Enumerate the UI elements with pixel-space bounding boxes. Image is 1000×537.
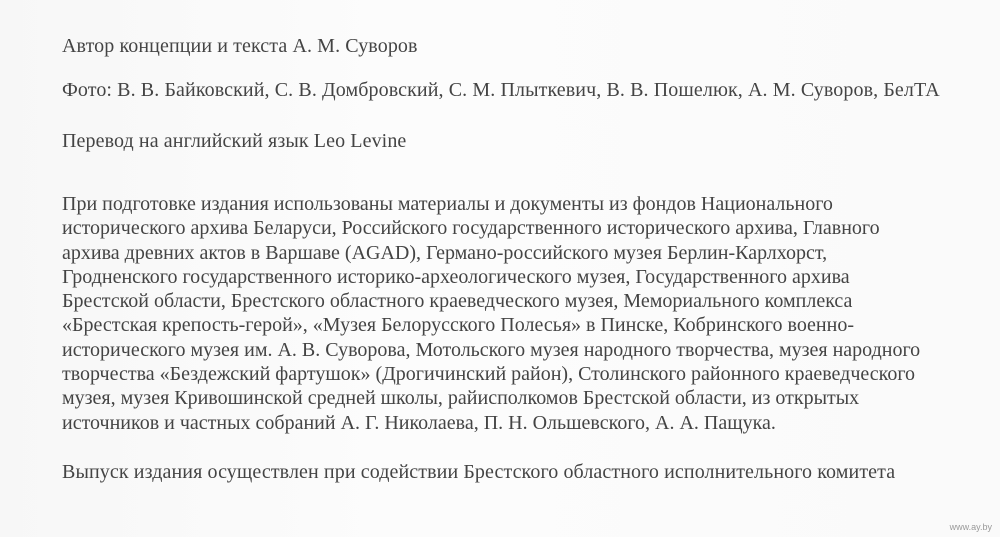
sources-paragraph [62, 192, 982, 435]
publication-support-note: Выпуск издания осуществлен при содействии Брестского областного исполнительного комитета [62, 461, 896, 483]
sources-line: исторического музея им. А. В. Суворова, Мотольского музея народного творчества, музея народного [62, 338, 921, 361]
translation-credit: Перевод на английский язык Leo Levine [62, 130, 407, 152]
sources-line: архива древних актов в Варшаве (AGAD), Германо-российского музея Берлин-Карлхорст, [62, 241, 828, 264]
sources-line: исторического архива Беларуси, Российского государственного исторического архива, Главного [62, 217, 880, 240]
watermark: www.ay.by [949, 522, 992, 532]
sources-line: Брестской области, Брестского областного краеведческого музея, Мемориального комплекса [62, 290, 853, 313]
photo-credit: Фото: В. В. Байковский, С. В. Домбровский, С. М. Плыткевич, В. В. Пошелюк, А. М. Суворов, БелТА [62, 79, 940, 101]
sources-line: Гродненского государственного историко-археологического музея, Государственного архива [62, 265, 850, 288]
author-credit: Автор концепции и текста А. М. Суворов [62, 35, 418, 57]
sources-line: источников и частных собраний А. Г. Николаева, П. Н. Ольшевского, А. А. Пащука. [62, 411, 776, 434]
sources-line: «Брестская крепость-герой», «Музея Белорусского Полесья» в Пинске, Кобринского военно- [62, 314, 855, 337]
sources-line: творчества «Бездежский фартушок» (Дрогичинский район), Столинского районного краеведческого [62, 363, 916, 386]
sources-line: музея, музея Кривошинской средней школы, райисполкомов Брестской области, из открытых [62, 387, 860, 410]
sources-line: При подготовке издания использованы материалы и документы из фондов Национального [62, 193, 833, 215]
